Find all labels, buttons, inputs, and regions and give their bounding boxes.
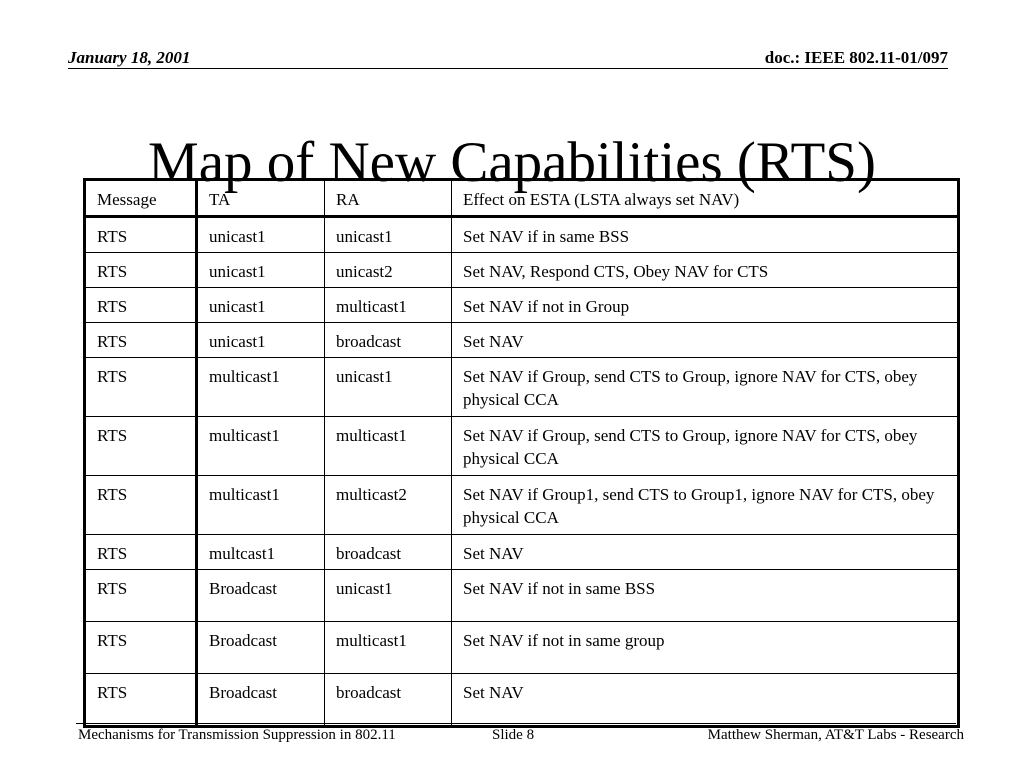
cell-effect: Set NAV (452, 323, 959, 358)
cell-ta: Broadcast (197, 622, 325, 674)
cell-message: RTS (85, 622, 197, 674)
cell-message: RTS (85, 217, 197, 253)
cell-ra: unicast1 (325, 217, 452, 253)
cell-message: RTS (85, 323, 197, 358)
cell-message: RTS (85, 674, 197, 727)
cell-message: RTS (85, 288, 197, 323)
header-doc-id: doc.: IEEE 802.11-01/097 (764, 48, 948, 67)
header-divider (68, 68, 948, 69)
table-row (85, 358, 959, 417)
cell-ta: Broadcast (197, 570, 325, 622)
cell-message: RTS (85, 417, 197, 476)
cell-message: RTS (85, 358, 197, 417)
cell-effect: Set NAV if Group1, send CTS to Group1, ignore NAV for CTS, obey physical CCA (452, 476, 959, 535)
table-row (85, 323, 959, 358)
cell-ra: broadcast (325, 674, 452, 727)
cell-message: RTS (85, 476, 197, 535)
cell-ra: unicast1 (325, 358, 452, 417)
table-row (85, 288, 959, 323)
cell-effect: Set NAV (452, 535, 959, 570)
cell-effect: Set NAV if not in same group (452, 622, 959, 674)
cell-ta: unicast1 (197, 217, 325, 253)
cell-ra: multicast1 (325, 622, 452, 674)
cell-message: RTS (85, 570, 197, 622)
cell-ta: unicast1 (197, 288, 325, 323)
cell-ra: multicast2 (325, 476, 452, 535)
cell-effect: Set NAV if in same BSS (452, 217, 959, 253)
table-row (85, 674, 959, 727)
cell-ta: unicast1 (197, 323, 325, 358)
cell-effect: Set NAV if Group, send CTS to Group, ignore NAV for CTS, obey physical CCA (452, 417, 959, 476)
table-row (85, 622, 959, 674)
footer-presentation-title: Mechanisms for Transmission Suppression in 802.11 (78, 727, 396, 743)
table-row (85, 570, 959, 622)
cell-ra: broadcast (325, 323, 452, 358)
cell-effect: Set NAV (452, 674, 959, 727)
cell-ta: multicast1 (197, 476, 325, 535)
cell-ra: broadcast (325, 535, 452, 570)
cell-ra: unicast2 (325, 253, 452, 288)
table-row (85, 417, 959, 476)
column-header-ra: RA (325, 180, 452, 217)
cell-ra: multicast1 (325, 417, 452, 476)
cell-effect: Set NAV, Respond CTS, Obey NAV for CTS (452, 253, 959, 288)
slide-title: Map of New Capabilities (RTS) (148, 131, 876, 195)
cell-message: RTS (85, 535, 197, 570)
column-header-effect: Effect on ESTA (LSTA always set NAV) (452, 180, 959, 217)
column-header-message: Message (85, 180, 197, 217)
cell-ra: unicast1 (325, 570, 452, 622)
column-header-ta: TA (197, 180, 325, 217)
cell-ta: multicast1 (197, 417, 325, 476)
cell-ta: multicast1 (197, 358, 325, 417)
cell-ra: multicast1 (325, 288, 452, 323)
cell-effect: Set NAV if not in same BSS (452, 570, 959, 622)
footer-divider (76, 723, 956, 724)
cell-ta: multcast1 (197, 535, 325, 570)
footer-author: Matthew Sherman, AT&T Labs - Research (707, 727, 964, 743)
footer-slide-number: Slide 8 (492, 727, 535, 743)
cell-effect: Set NAV if not in Group (452, 288, 959, 323)
header-date: January 18, 2001 (68, 48, 191, 67)
cell-ta: Broadcast (197, 674, 325, 727)
rts-capability-table (83, 178, 960, 728)
table-row (85, 217, 959, 253)
table-header-row (85, 180, 959, 217)
cell-effect: Set NAV if Group, send CTS to Group, ignore NAV for CTS, obey physical CCA (452, 358, 959, 417)
cell-message: RTS (85, 253, 197, 288)
table-row (85, 535, 959, 570)
table-row (85, 476, 959, 535)
cell-ta: unicast1 (197, 253, 325, 288)
table-row (85, 253, 959, 288)
